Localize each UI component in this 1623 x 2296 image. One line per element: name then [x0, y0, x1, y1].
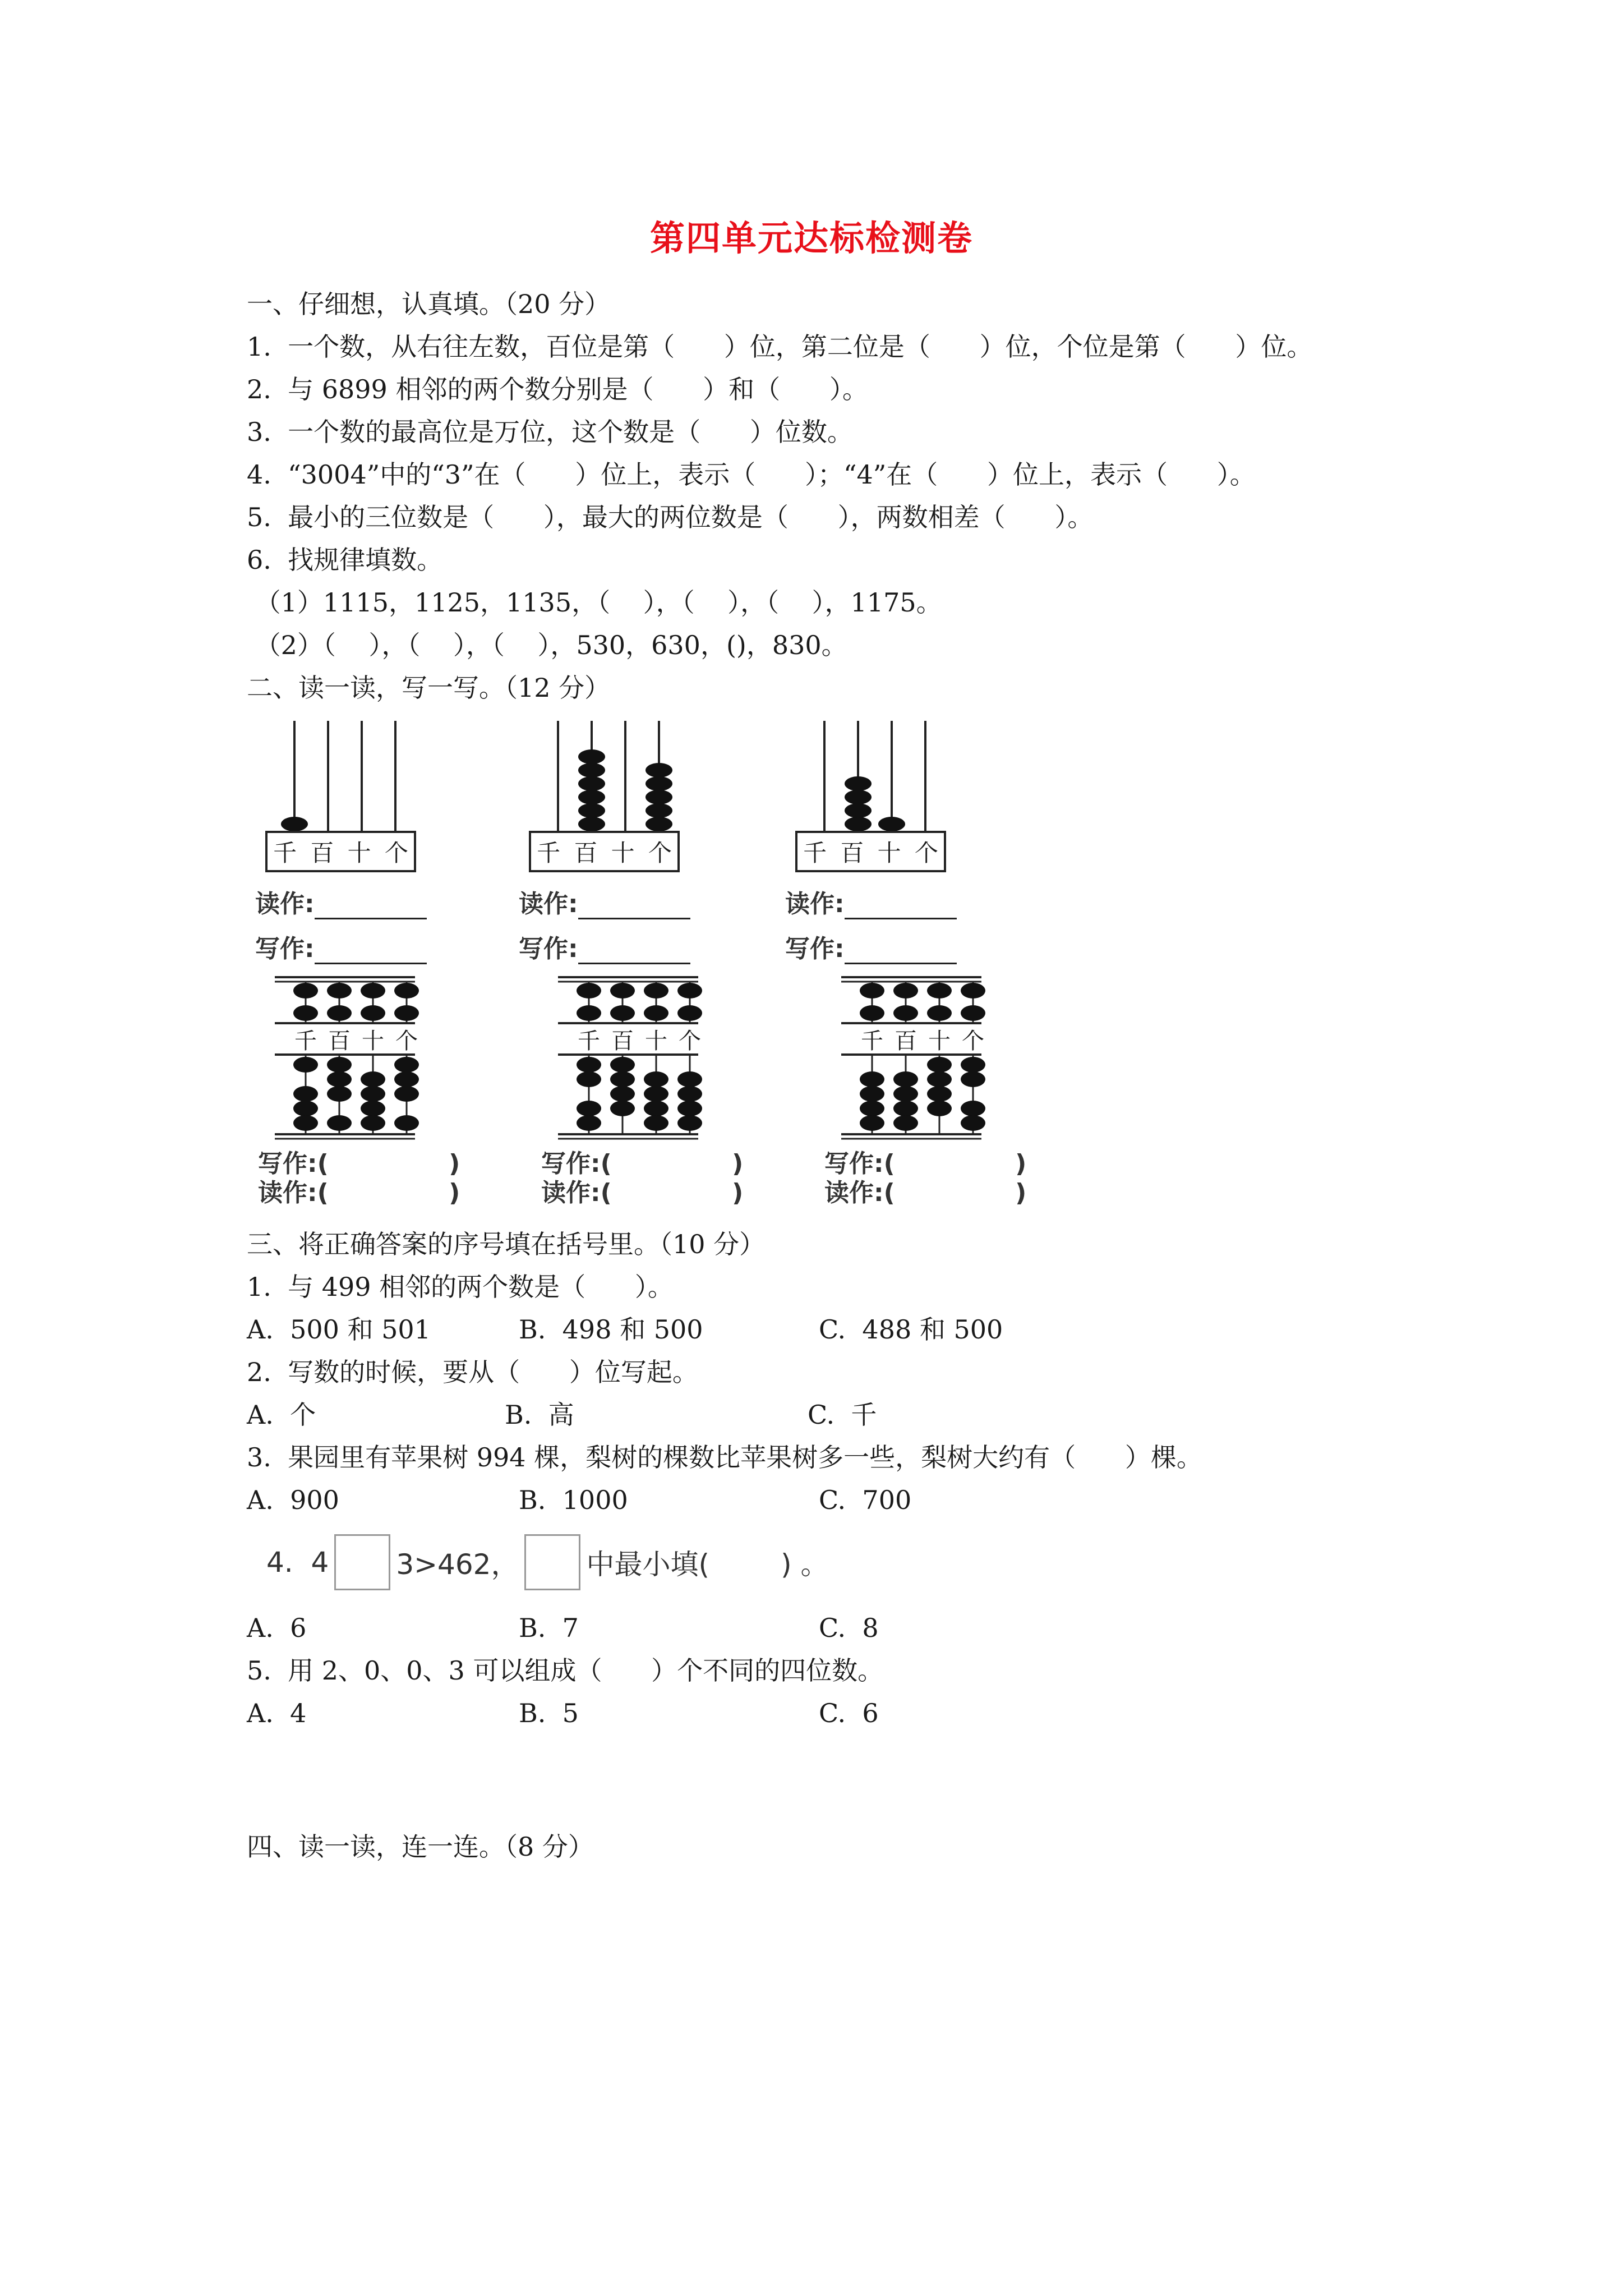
- write-answer-paren: 写作:( ): [258, 1149, 460, 1178]
- write-answer-paren: 写作:( ): [541, 1149, 744, 1178]
- s1-question-3: 3. 一个数的最高位是万位，这个数是（ ）位数。: [247, 417, 853, 447]
- s3-question-4: 4. 4 3>462， 中最小填( ) 。: [266, 1531, 829, 1593]
- write-answer-line: 写作:: [255, 928, 427, 964]
- s3-q2-option-a: A. 个: [247, 1400, 316, 1430]
- bead-abacus-2: [541, 976, 744, 1212]
- s1-question-4: 4. “3004”中的“3”在（ ）位上，表示（ ）；“4”在（ ）位上，表示（ ）。: [247, 459, 1256, 490]
- s3-question-5: 5. 用 2、0、0、3 可以组成（ ）个不同的四位数。: [247, 1655, 884, 1686]
- write-answer-paren: 写作:( ): [824, 1149, 1027, 1178]
- s1-question-1: 1. 一个数，从右往左数，百位是第（ ）位，第二位是（ ）位，个位是第（ ）位。: [247, 332, 1313, 362]
- s3-q3-option-a: A. 900: [247, 1485, 339, 1515]
- s1-question-5: 5. 最小的三位数是（ ），最大的两位数是（ ），两数相差（ ）。: [247, 502, 1094, 532]
- s3-q1-option-a: A. 500 和 501: [247, 1314, 431, 1345]
- read-answer-line: 读作:: [255, 884, 427, 919]
- rod-abacus-1: [255, 715, 440, 962]
- s3-q5-option-a: A. 4: [247, 1698, 307, 1728]
- s3-q1-option-c: C. 488 和 500: [819, 1314, 1003, 1345]
- s3-q5-option-b: B. 5: [519, 1698, 579, 1728]
- write-answer-line: 写作:: [519, 928, 690, 964]
- place-value-labels: 千 百 十 个: [294, 1028, 418, 1054]
- s3-q3-option-c: C. 700: [819, 1485, 912, 1515]
- s1-question-6-part2: （2）（ ），（ ），（ ），530，630，()，830。: [247, 630, 847, 660]
- section1-heading: 一、仔细想，认真填。（20 分）: [247, 289, 611, 319]
- place-value-labels: 千 百 十 个: [861, 1028, 984, 1054]
- s3-q4-option-c: C. 8: [819, 1613, 879, 1643]
- section2-heading: 二、读一读，写一写。（12 分）: [247, 673, 611, 703]
- read-answer-line: 读作:: [785, 884, 957, 919]
- rod-abacus-3: [785, 715, 970, 962]
- read-answer-line: 读作:: [519, 884, 690, 919]
- section4-heading: 四、读一读，连一连。（8 分）: [247, 1832, 594, 1862]
- s3-question-1: 1. 与 499 相邻的两个数是（ ）。: [247, 1272, 674, 1302]
- s3-q3-option-b: B. 1000: [519, 1485, 628, 1515]
- rod-abacus-2: [519, 715, 704, 962]
- s3-question-3: 3. 果园里有苹果树 994 棵，梨树的棵数比苹果树多一些，梨树大约有（ ）棵。: [247, 1442, 1202, 1473]
- s3-q4-option-b: B. 7: [519, 1613, 579, 1643]
- s1-question-6: 6. 找规律填数。: [247, 545, 443, 575]
- digit-box: [334, 1534, 390, 1590]
- s3-question-2: 2. 写数的时候，要从（ ）位写起。: [247, 1357, 698, 1387]
- place-value-labels: 千 百 十 个: [537, 839, 672, 867]
- read-answer-paren: 读作:( ): [258, 1179, 460, 1207]
- s1-question-2: 2. 与 6899 相邻的两个数分别是（ ）和（ ）。: [247, 374, 868, 404]
- s3-q5-option-c: C. 6: [819, 1698, 879, 1728]
- section3-heading: 三、将正确答案的序号填在括号里。（10 分）: [247, 1229, 766, 1259]
- s3-q1-option-b: B. 498 和 500: [519, 1314, 703, 1345]
- read-answer-paren: 读作:( ): [541, 1179, 744, 1207]
- s3-q2-option-b: B. 高: [505, 1400, 574, 1430]
- page-title: 第四单元达标检测卷: [649, 218, 973, 259]
- place-value-labels: 千 百 十 个: [273, 839, 408, 867]
- bead-abacus-1: [258, 976, 460, 1212]
- s3-q2-option-c: C. 千: [808, 1400, 877, 1430]
- write-answer-line: 写作:: [785, 928, 957, 964]
- place-value-labels: 千 百 十 个: [578, 1028, 701, 1054]
- digit-box: [524, 1534, 580, 1590]
- bead-abacus-3: [824, 976, 1027, 1212]
- s3-q4-option-a: A. 6: [247, 1613, 307, 1643]
- s1-question-6-part1: （1）1115，1125，1135，（ ），（ ），（ ），1175。: [247, 587, 942, 618]
- place-value-labels: 千 百 十 个: [803, 839, 938, 867]
- read-answer-paren: 读作:( ): [824, 1179, 1027, 1207]
